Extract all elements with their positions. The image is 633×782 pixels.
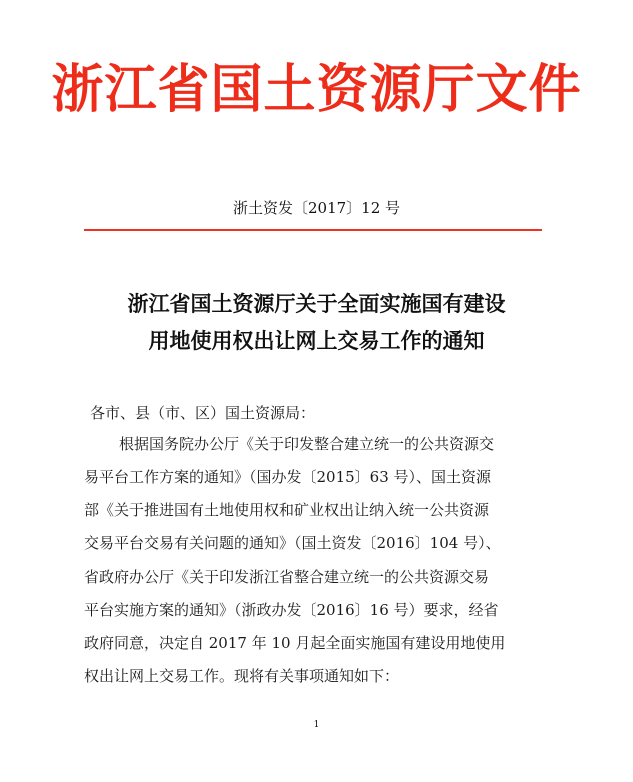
- body-line-6: 平台实施方案的通知》（浙政办发〔2016〕16 号）要求，经省: [84, 601, 499, 619]
- title-line-2: 用地使用权出让网上交易工作的通知: [148, 328, 485, 353]
- document-number: 浙土资发〔2017〕12 号: [232, 199, 401, 217]
- salutation: 各市、县（市、区）国土资源局：: [90, 404, 316, 422]
- body-line-1: 根据国务院办公厅《关于印发整合建立统一的公共资源交: [119, 435, 495, 453]
- body-line-5: 省政府办公厅《关于印发浙江省整合建立统一的公共资源交易: [84, 568, 490, 586]
- body-line-2: 易平台工作方案的通知》（国办发〔2015〕63 号）、国土资源: [84, 468, 492, 486]
- body-line-4: 交易平台交易有关问题的通知》（国土资发〔2016〕104 号）、: [84, 534, 501, 552]
- title-line-1: 浙江省国土资源厅关于全面实施国有建设: [127, 291, 506, 316]
- issuer-header: 浙江省国土资源厅文件: [51, 60, 582, 120]
- red-divider-line: [84, 229, 542, 231]
- body-line-7: 政府同意，决定自 2017 年 10 月起全面实施国有建设用地使用: [84, 634, 506, 652]
- page-number: 1: [313, 720, 320, 730]
- body-line-3: 部《关于推进国有土地使用权和矿业权出让纳入统一公共资源: [84, 501, 490, 519]
- body-line-8: 权出让网上交易工作。现将有关事项通知如下：: [84, 667, 400, 685]
